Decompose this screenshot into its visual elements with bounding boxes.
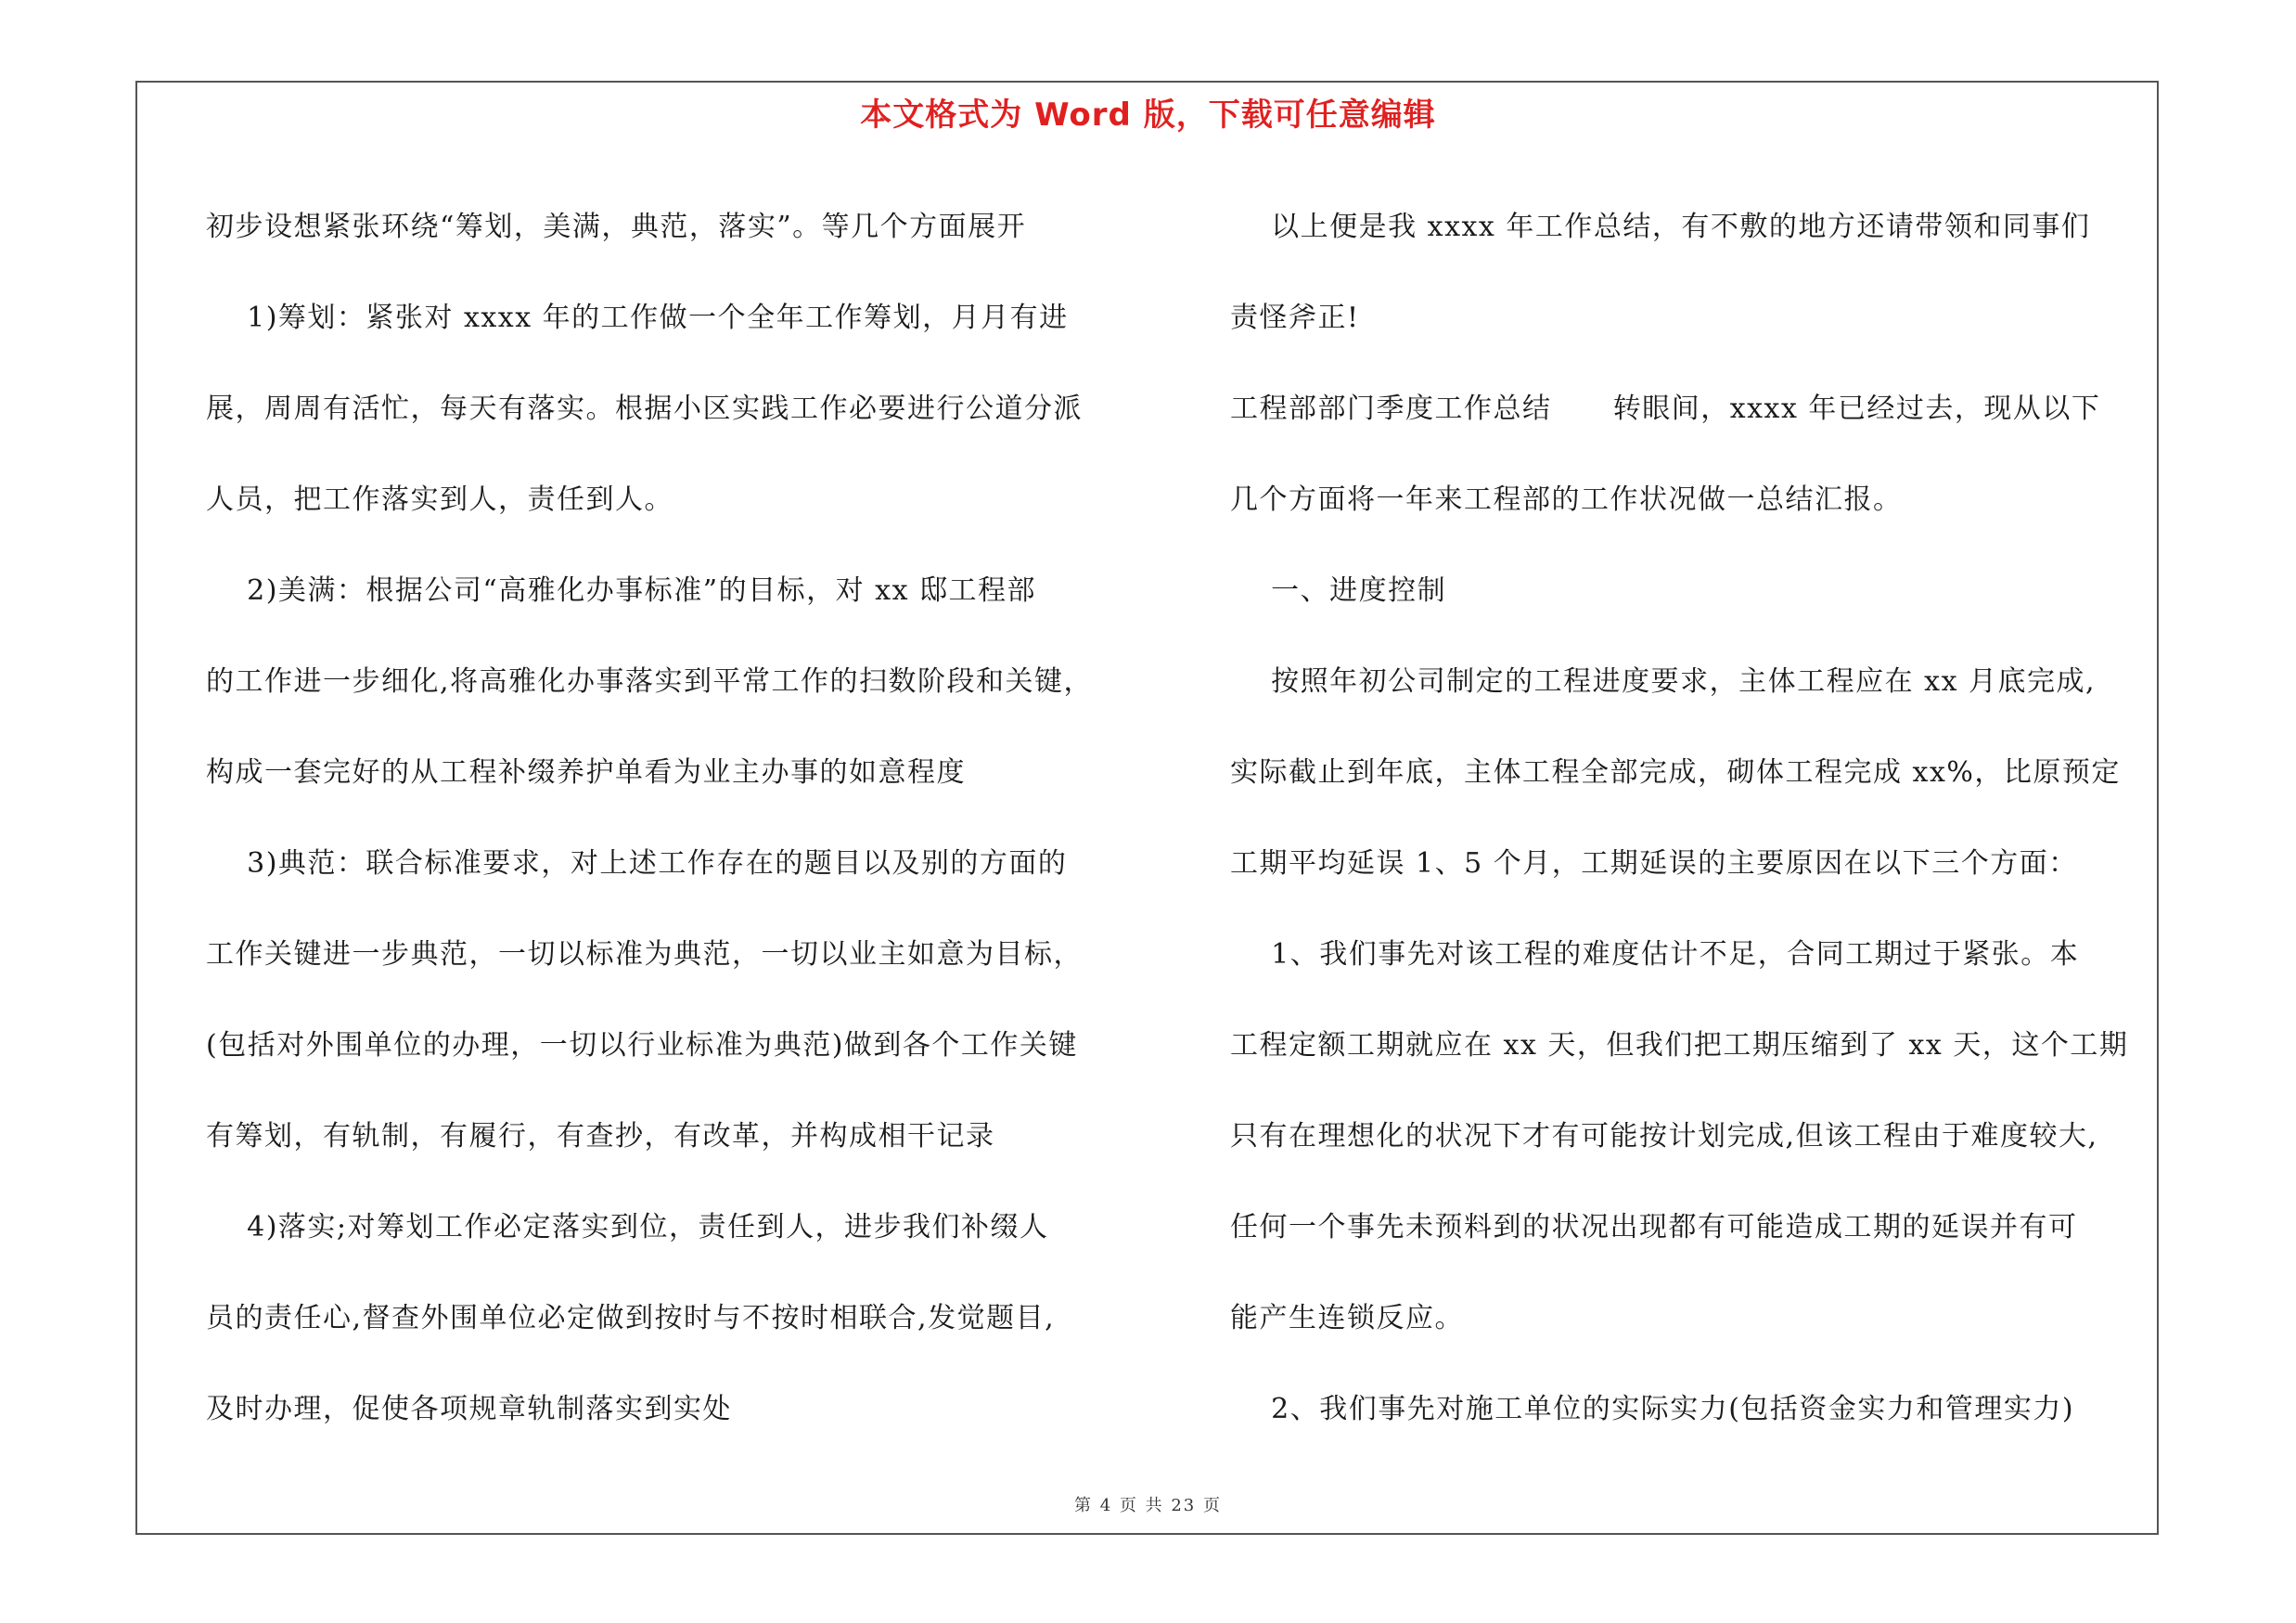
text-line: 2)美满：根据公司“高雅化办事标准”的目标，对 xx 邸工程部 xyxy=(206,574,1037,607)
text-line: 实际截止到年底，主体工程全部完成，砌体工程完成 xx%，比原预定 xyxy=(1230,756,2121,789)
text-line: 几个方面将一年来工程部的工作状况做一总结汇报。 xyxy=(1230,483,1903,516)
text-line: 工期平均延误 1、5 个月，工期延误的主要原因在以下三个方面： xyxy=(1230,847,2078,880)
text-line: 构成一套完好的从工程补缀养护单看为业主办事的如意程度 xyxy=(206,756,966,789)
text-line: 展，周周有活忙，每天有落实。根据小区实践工作必要进行公道分派 xyxy=(206,393,1083,425)
format-banner: 本文格式为 Word 版，下载可任意编辑 xyxy=(860,97,1436,134)
text-line: (包括对外围单位的办理，一切以行业标准为典范)做到各个工作关键 xyxy=(206,1029,1078,1062)
text-line: 员的责任心,督查外围单位必定做到按时与不按时相联合,发觉题目, xyxy=(206,1302,1056,1334)
text-line: 初步设想紧张环绕“筹划，美满，典范，落实”。等几个方面展开 xyxy=(206,211,1027,243)
text-line: 及时办理，促使各项规章轨制落实到实处 xyxy=(206,1393,732,1425)
text-line: 工程部部门季度工作总结 转眼间，xxxx 年已经过去，现从以下 xyxy=(1230,393,2101,425)
text-line: 4)落实;对筹划工作必定落实到位，责任到人，进步我们补缀人 xyxy=(206,1211,1049,1243)
text-line: 只有在理想化的状况下才有可能按计划完成,但该工程由于难度较大, xyxy=(1230,1120,2098,1153)
text-line: 人员，把工作落实到人，责任到人。 xyxy=(206,483,673,516)
text-line: 1)筹划：紧张对 xxxx 年的工作做一个全年工作筹划，月月有进 xyxy=(206,302,1069,334)
text-line: 1、我们事先对该工程的难度估计不足，合同工期过于紧张。本 xyxy=(1230,938,2080,971)
text-line: 有筹划，有轨制，有履行，有查抄，有改革，并构成相干记录 xyxy=(206,1120,995,1153)
text-line: 工作关键进一步典范，一切以标准为典范，一切以业主如意为目标， xyxy=(206,938,1083,971)
text-line: 责怪斧正! xyxy=(1230,302,1360,334)
left-column xyxy=(206,182,1134,1455)
text-line: 按照年初公司制定的工程进度要求，主体工程应在 xx 月底完成, xyxy=(1230,665,2097,698)
text-line: 的工作进一步细化,将高雅化办事落实到平常工作的扫数阶段和关键， xyxy=(206,665,1094,698)
text-line: 能产生连锁反应。 xyxy=(1230,1302,1464,1334)
text-line: 一、进度控制 xyxy=(1230,574,1447,607)
text-line: 任何一个事先未预料到的状况出现都有可能造成工期的延误并有可 xyxy=(1230,1211,2078,1243)
right-column xyxy=(1230,182,2158,1455)
page-number-footer: 第 4 页 共 23 页 xyxy=(1074,1496,1222,1515)
text-line: 以上便是我 xxxx 年工作总结，有不敷的地方还请带领和同事们 xyxy=(1230,211,2091,243)
text-line: 3)典范：联合标准要求，对上述工作存在的题目以及别的方面的 xyxy=(206,847,1068,880)
text-line: 工程定额工期就应在 xx 天，但我们把工期压缩到了 xx 天，这个工期 xyxy=(1230,1029,2129,1062)
text-line: 2、我们事先对施工单位的实际实力(包括资金实力和管理实力) xyxy=(1230,1393,2075,1425)
